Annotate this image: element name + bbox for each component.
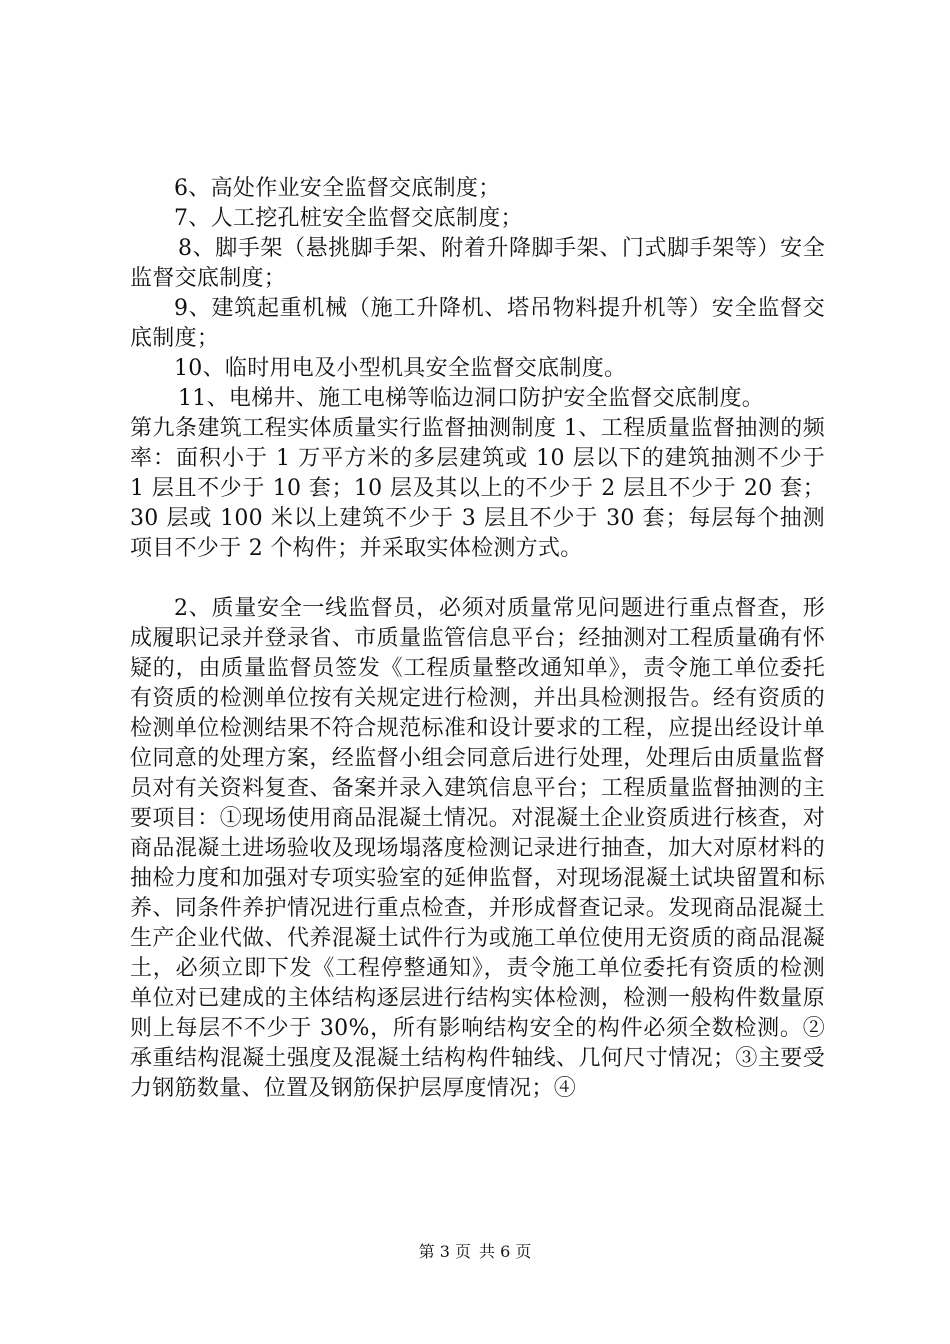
- paragraph-item-8: 8、脚手架（悬挑脚手架、附着升降脚手架、门式脚手架等）安全监督交底制度；: [130, 236, 825, 291]
- paragraph-gap: [130, 564, 825, 594]
- paragraph-item-9: 9、建筑起重机械（施工升降机、塔吊物料提升机等）安全监督交底制度；: [130, 296, 825, 351]
- page-number: 第 3 页: [418, 1242, 471, 1261]
- page-total: 共 6 页: [479, 1242, 532, 1261]
- paragraph-item-2: 2、质量安全一线监督员，必须对质量常见问题进行重点督查，形成履职记录并登录省、市质量监管信息平台；经抽测对工程质量确有怀疑的，由质量监督员签发《工程质量整改通知单》，责令施工单位委托有资质的检测单位按有关规定进行检测，并出具检测报告。经有资质的检测单位检测结果不符合规范标准和设计要求的工程，应提出经设计单位同意的处理方案，经监督小组会同意后进行处理，处理后由质量监督员对有关资料复查、备案并录入建筑信息平台；工程质量监督抽测的主要项目：①现场使用商品混凝土情况。对混凝土企业资质进行核查，对商品混凝土进场验收及现场塌落度检测记录进行抽查，加大对原材料的抽检力度和加强对专项实验室的延伸监督，对现场混凝土试块留置和标养、同条件养护情况进行重点检查，并形成督查记录。发现商品混凝土生产企业代做、代养混凝土试件行为或施工单位使用无资质的商品混凝土，必须立即下发《工程停整通知》，责令施工单位委托有资质的检测单位对已建成的主体结构逐层进行结构实体检测，检测一般构件数量原则上每层不不少于 30%，所有影响结构安全的构件必须全数检测。②承重结构混凝土强度及混凝土结构构件轴线、几何尺寸情况；③主要受力钢筋数量、位置及钢筋保护层厚度情况；④: [130, 596, 825, 1101]
- document-body: [130, 174, 825, 1104]
- paragraph-item-6: 6、高处作业安全监督交底制度；: [174, 176, 501, 201]
- page-footer: [0, 1242, 950, 1262]
- paragraph-item-7: 7、人工挖孔桩安全监督交底制度；: [174, 206, 523, 231]
- paragraph-article-9: 第九条建筑工程实体质量实行监督抽测制度 1、工程质量监督抽测的频率：面积小于 1 万平方米的多层建筑或 10 层以下的建筑抽测不少于 1 层且不少于 10 套；10 层及其以上的不少于 2 层且不少于 20 套；30 层或 100 米以上建筑不少于 3 层且不少于 30 套；每层每个抽测项目不少于 2 个构件；并采取实体检测方式。: [130, 416, 825, 561]
- paragraph-item-11: 11、电梯井、施工电梯等临边洞口防护安全监督交底制度。: [178, 386, 765, 411]
- paragraph-item-10: 10、临时用电及小型机具安全监督交底制度。: [174, 356, 627, 381]
